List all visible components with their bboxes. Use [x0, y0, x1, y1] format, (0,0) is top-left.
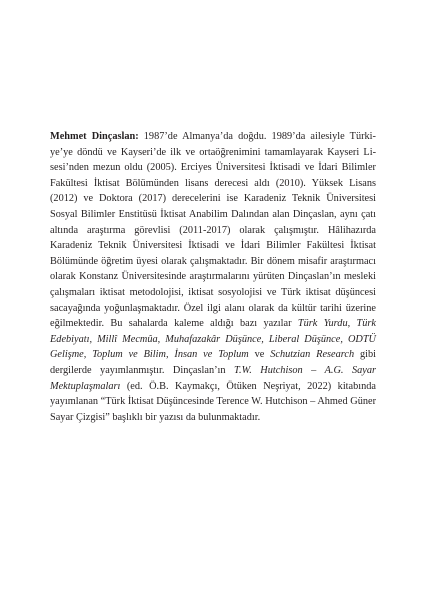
biography-text-end: (ed. Ö.B. Kaymakçı, Ötüken Neşriyat, 2022) kitabında yayımlanan “Türk İktisat Düşüncesinde Terence W. Hutchison – Ahmed Güner Sayar Çizgisi” başlıklı bir yazısı da bulunmaktadır. — [50, 380, 376, 423]
biography-text: 1987’de Almanya’da doğdu. 1989’da ailesiyle Türkiye’ye döndü ve Kayseri’de ilk ve ortaöğrenimini tamamlayarak Kayseri Lisesi’nden mezun oldu (2005). Erciyes Üniversitesi İktisadi ve İdari Bilimler Fakültesi İktisat Bölümünden lisans derecesi aldı (2010). Yüksek Lisans (2012) ve Doktora (2017) derecelerini ise Karadeniz Teknik Üniversitesi Sosyal Bilimler Enstitüsü İktisat Anabilim Dalından alan Dinçaslan, aynı çatı altında araştırma görevlisi (2011-2017) olarak çalışmıştır. Hâlihazırda Karadeniz Teknik Üniversitesi İktisadi ve İdari Bilimler Fakültesi İktisat Bölümünde öğretim üyesi olarak çalışmaktadır. Bir dönem misafir araştırmacı olarak Konstanz Üniversitesinde araştırmalarını yürüten Dinçaslan’ın mesleki çalışmaları iktisat metodolojisi, iktisat sosyolojisi ve Türk iktisat düşüncesi sacayağında yoğunlaşmaktadır. Özel ilgi alanı olarak da kültür tarihi üzerine eğilmektedir. Bu sahalarda kaleme aldığı bazı yazılar — [50, 131, 376, 330]
biography-text-conjunction: ve — [248, 349, 271, 361]
author-name: Mehmet Dinçaslan: — [50, 131, 139, 142]
journal-name-last: Schutzian Research — [270, 349, 355, 361]
journal-list: Türk Yurdu, Türk Edebiyatı, Millî Mecmûa, Muhafazakâr Düşünce, Liberal Düşünce, ODTÜ Gelişme, Toplum ve Bilim, İnsan ve Toplum — [50, 318, 377, 361]
author-biography — [50, 129, 376, 425]
book-title: T.W. Hutchison – A.G. Sayar Mektuplaşmaları — [50, 364, 377, 392]
biography-text-continued: gibi dergilerde yayımlanmıştır. Dinçaslan’ın — [50, 349, 376, 376]
